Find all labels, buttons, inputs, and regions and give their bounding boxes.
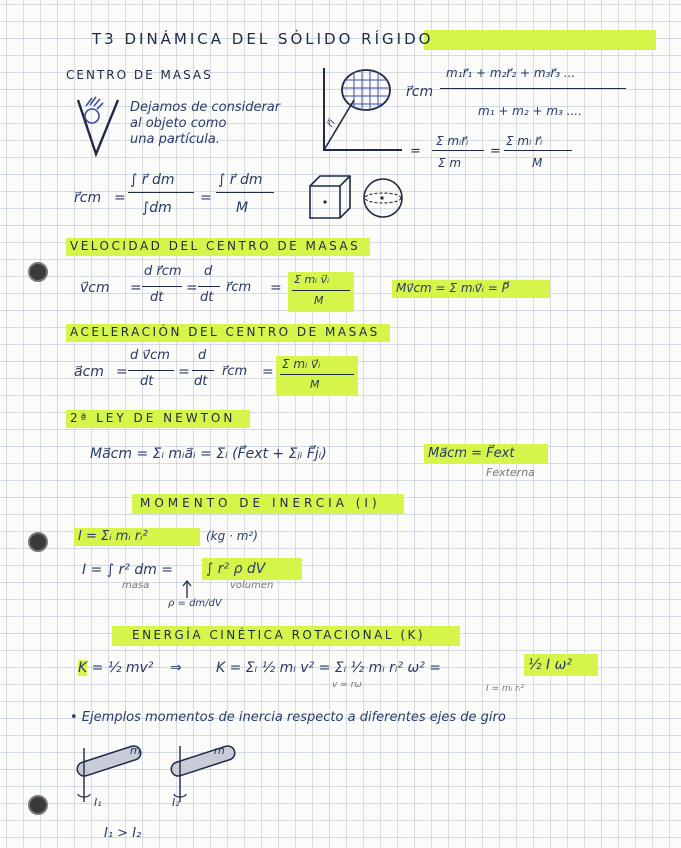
note-line: al objeto como (130, 116, 227, 131)
formula-vcm-label: v⃗cm (80, 280, 110, 296)
inertia-comparison: I₁ > I₂ (104, 826, 142, 841)
derivative-operator-d: d (204, 264, 213, 279)
fraction-bar (432, 150, 484, 151)
note-line: una partícula. (130, 132, 220, 147)
formula-rcm-label: r⃗cm (406, 84, 434, 100)
inertia-volume-integral: ∫ r² ρ dV (206, 561, 266, 577)
derivative-denominator: dt (150, 290, 164, 305)
up-arrow-icon (182, 580, 192, 598)
momentum-formula: Mv⃗cm = Σ mᵢv⃗ᵢ = P⃗ (396, 281, 509, 295)
binder-hole (28, 532, 48, 552)
eq-sign: = (490, 144, 501, 159)
eq-sign: = (262, 364, 274, 380)
fexterna-note: Fexterna (486, 466, 535, 479)
fraction-bar (504, 150, 572, 151)
density-definition: ρ = dm/dV (168, 598, 222, 609)
newton-result: Ma⃗cm = F⃗ext (428, 446, 515, 461)
sphere-shape (360, 178, 406, 218)
kinetic-energy-result: ½ I ω² (528, 657, 572, 673)
formula-sum-denominator: Σ m (438, 156, 462, 170)
sum-mivi: Σ mᵢ v⃗ᵢ (282, 357, 321, 371)
eq-sign: = (114, 190, 126, 206)
formula-rcm-numerator: m₁r⃗₁ + m₂r⃗₂ + m₃r⃗₃ ... (446, 66, 576, 80)
formula-acm-label: a⃗cm (74, 364, 104, 380)
eq-sign: = (178, 364, 190, 380)
inertia-note: I = mᵢ rᵢ² (486, 684, 525, 694)
newton-formula: Ma⃗cm = Σᵢ mᵢa⃗ᵢ = Σᵢ (F⃗ext + Σⱼᵢ F⃗jᵢ) (90, 446, 327, 462)
k-highlighted: K (78, 660, 88, 676)
fraction-bar (128, 192, 194, 193)
formula-sum-numerator-2: Σ mᵢ r⃗ᵢ (506, 134, 543, 148)
eq-sign: = (186, 280, 198, 296)
fraction-bar (198, 286, 220, 287)
eq-sign: = (116, 364, 128, 380)
heading-momento-inercia: MOMENTO DE INERCIA (I) (140, 496, 381, 510)
implies-arrow: ⇒ (170, 660, 182, 676)
formula-mass: M (314, 294, 324, 307)
derivative-operator-d: d (198, 348, 207, 363)
fraction-bar (216, 192, 274, 193)
fraction-bar (192, 370, 214, 371)
formula-mass: M (532, 156, 543, 170)
formula-sum-numerator: Σ mᵢr⃗ᵢ (436, 134, 469, 148)
heading-aceleracion: ACELERACIÓN DEL CENTRO DE MASAS (70, 325, 380, 339)
page-title: T3 DINÁMICA DEL SÓLIDO RÍGIDO (92, 30, 434, 48)
kinetic-energy-basic (78, 660, 153, 676)
eq-sign: = (410, 144, 421, 159)
fraction-bar (440, 88, 626, 89)
inertia-integral: I = ∫ r² dm = (82, 562, 174, 578)
eq-sign: = (200, 190, 212, 206)
integral-denominator: ∫dm (142, 200, 172, 216)
inertia-sum-formula: I = Σᵢ mᵢ rᵢ² (78, 529, 148, 544)
note-dejamos (130, 100, 290, 148)
heading-centro-masas: CENTRO DE MASAS (66, 68, 213, 82)
fraction-bar (292, 290, 350, 291)
mass-label: m (130, 744, 141, 757)
eq-sign: = (270, 280, 282, 296)
formula-rcm-sum (410, 144, 421, 159)
binder-hole (28, 262, 48, 282)
derivative-denominator: dt (140, 374, 154, 389)
formula-rcm-vector: r⃗cm (226, 280, 252, 295)
heading-velocidad: VELOCIDAD DEL CENTRO DE MASAS (70, 239, 361, 253)
v-equals-r-omega: v = rω (332, 680, 362, 690)
fraction-bar (280, 374, 354, 375)
axes-body-diagram (316, 66, 406, 154)
derivative-denominator: dt (194, 374, 208, 389)
formula-rcm-vector: r⃗cm (222, 364, 248, 379)
examples-line: • Ejemplos momentos de inercia respecto a diferentes ejes de giro (70, 710, 506, 725)
derivative-numerator: d r⃗cm (144, 264, 182, 279)
sum-mivi: Σ mᵢ v⃗ᵢ (294, 273, 330, 286)
binder-hole (28, 795, 48, 815)
eq-sign: = (130, 280, 142, 296)
kinetic-energy-sum: K = Σᵢ ½ mᵢ v² = Σᵢ ½ mᵢ rᵢ² ω² = (216, 660, 441, 676)
heading-ley-newton: 2ª LEY DE NEWTON (70, 411, 236, 425)
inertia-units: (kg · m²) (206, 529, 258, 543)
formula-rcm-denominator: m₁ + m₂ + m₃ .... (478, 104, 582, 118)
inertia-label-1: I₁ (94, 796, 102, 809)
derivative-denominator: dt (200, 290, 214, 305)
formula-mass: M (310, 378, 320, 391)
integral-numerator: ∫ r⃗ dm (130, 172, 175, 188)
cube-shape (306, 172, 354, 220)
title-highlight (424, 30, 656, 50)
fraction-bar (128, 370, 174, 371)
pointing-hand-icon (72, 96, 122, 158)
inertia-label-2: I₂ (172, 796, 180, 809)
mass-label: m (214, 744, 225, 757)
heading-energia-cinetica: ENERGÍA CINÉTICA ROTACIONAL (K) (132, 628, 426, 642)
formula-rcm-integral-label: r⃗cm (74, 190, 102, 206)
fraction-bar (142, 286, 182, 287)
kinetic-energy-basic-text: = ½ mv² (87, 660, 154, 676)
label-ri-vector: r⃗i (324, 117, 338, 130)
label-volumen: volumen (230, 580, 274, 591)
label-masa: masa (122, 580, 150, 591)
integral-numerator: ∫ r⃗ dm (218, 172, 263, 188)
derivative-numerator: d v⃗cm (130, 348, 170, 363)
note-line: Dejamos de considerar (130, 100, 281, 115)
formula-mass: M (236, 200, 249, 216)
